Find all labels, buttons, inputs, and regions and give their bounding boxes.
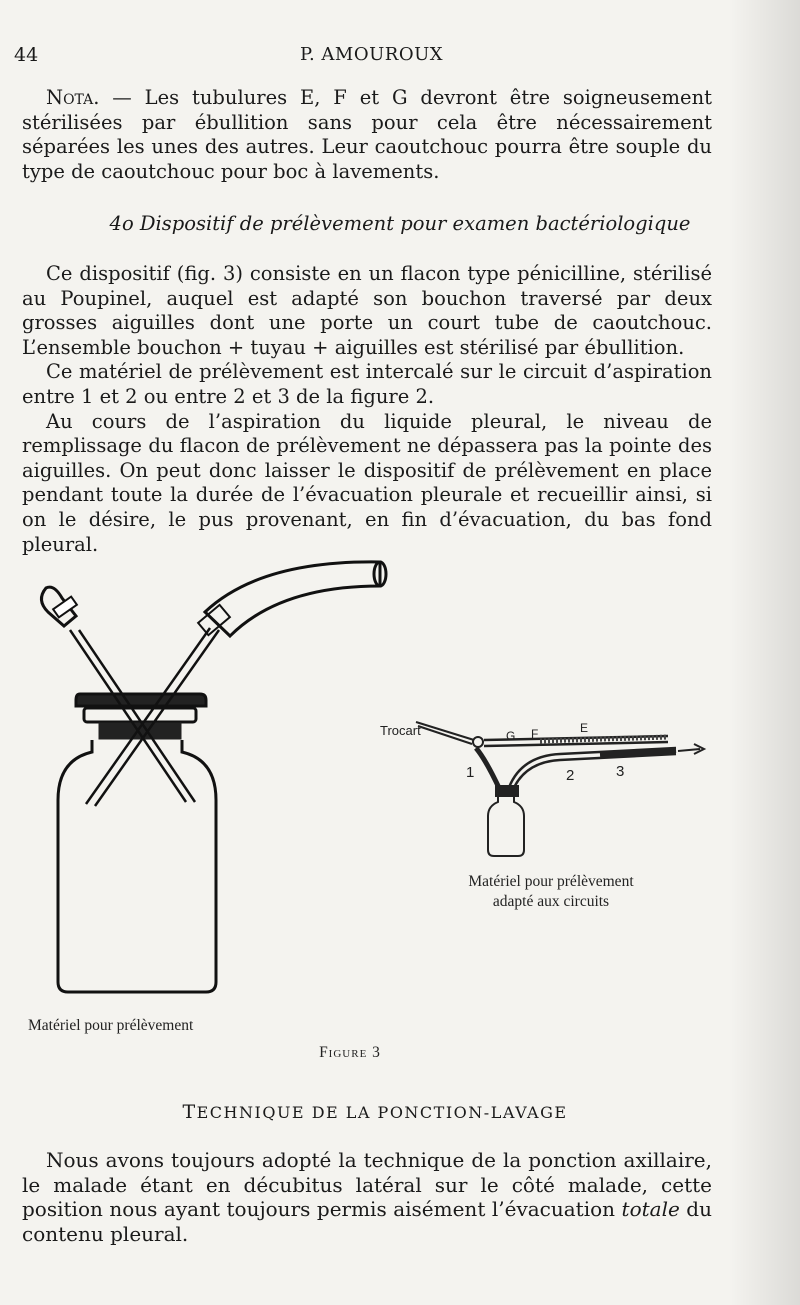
circuit-drawing [416,722,704,856]
paragraph-aspiration: Au cours de l’aspiration du liquide pleural, le niveau de remplissage du flacon de prélèvement ne dépassera pas la pointe des aiguilles. On peut donc laisser le dispositif de prélèvement en place pendant toute la durée de l’évacuation pleurale et recueillir ainsi, si on le désire, le pus provenant, en fin d’évacuation, du bas fond pleural. [22,409,712,556]
technique-heading [0,1101,750,1123]
label-trocart: Trocart [380,723,421,738]
caption-flask: Matériel pour prélèvement [28,1017,194,1034]
technique-text-end: du contenu pleural. [22,1197,712,1246]
label-e: E [580,721,589,735]
label-f: F [531,727,539,741]
label-1: 1 [466,764,475,781]
page-number: 44 [14,44,39,66]
technique-text-start: Nous avons toujours adopté la technique de la ponction axillaire, le malade étant en décubitus latéral sur le côté malade, cette position nous ayant toujours permis aisément l’évacuation [22,1148,712,1221]
nota-label: Nota. [46,86,100,109]
label-2: 2 [566,767,575,784]
technique-heading-initial: T [182,1101,197,1123]
label-3: 3 [616,763,625,780]
technique-text-italic: totale [621,1197,680,1221]
caption-circuits-line1: Matériel pour prélèvement [468,873,634,890]
running-head: P. AMOUROUX [300,44,444,65]
caption-circuits [420,872,682,912]
figure-label: Figure 3 [319,1044,381,1061]
paragraph-dispositif: Ce dispositif (fig. 3) consiste en un flacon type pénicilline, stérilisé au Poupinel, auquel est adapté son bouchon traversé par deux grosses aiguilles dont une porte un court tube de caoutchouc. L’ensemble bouchon + tuyau + aiguilles est stérilisé par ébullition. [22,262,712,359]
nota-text: — Les tubulures E, F et G devront être soigneusement stérilisées par ébullition sans pour cela être nécessairement séparées les unes des autres. Leur caoutchouc pourra être souple du type de caoutchouc pour boc à lavements. [22,86,712,183]
caption-circuits-line2: adapté aux circuits [492,893,610,910]
section-title: 4o Dispositif de prélèvement pour examen bactériologique [109,212,691,235]
technique-paragraph [22,1148,712,1246]
label-g: G [506,729,516,743]
flask-drawing [41,562,386,992]
paragraph-materiel: Ce matériel de prélèvement est intercalé sur le circuit d’aspiration entre 1 et 2 ou entre 2 et 3 de la figure 2. [22,360,712,408]
technique-heading-rest: ECHNIQUE DE LA PONCTION-LAVAGE [196,1103,568,1122]
